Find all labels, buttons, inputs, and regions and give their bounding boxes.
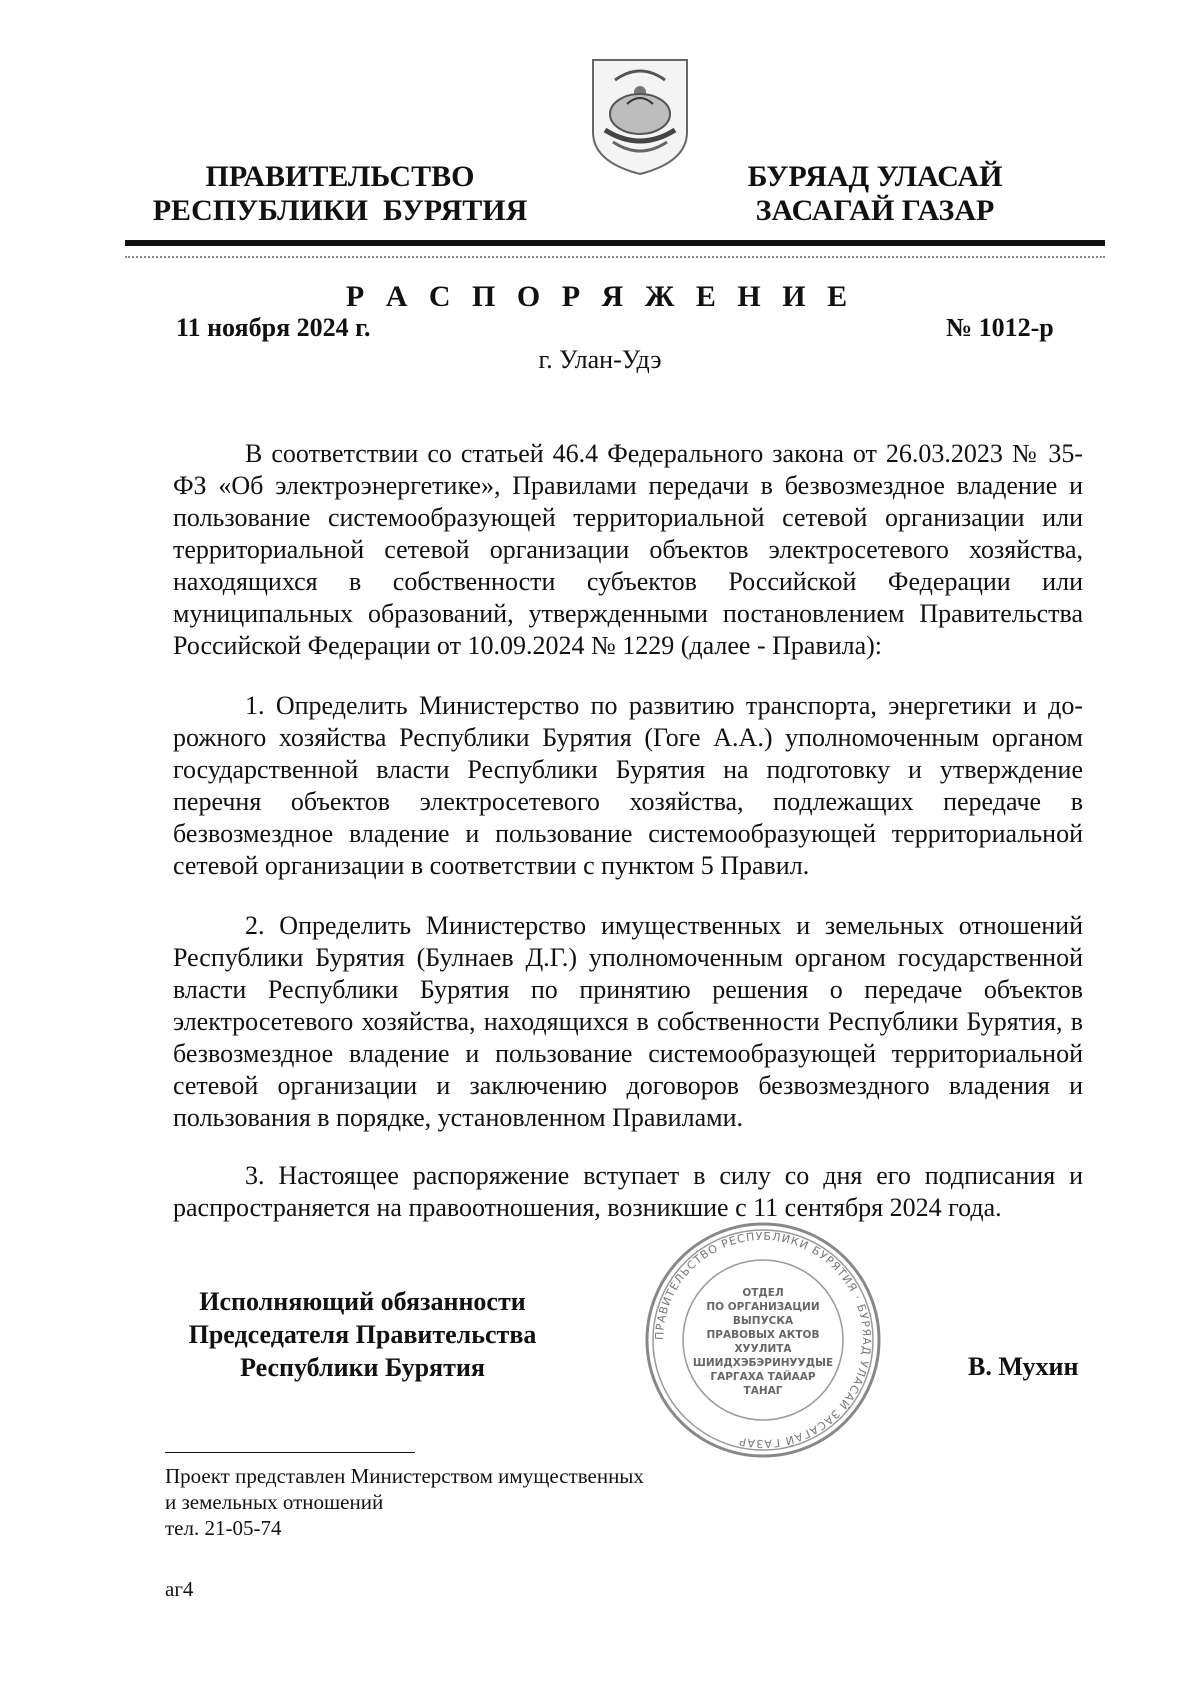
signatory-title-line-3: Республики Бурятия	[240, 1353, 485, 1382]
issuer-name-buryat	[700, 160, 1050, 228]
header-divider-thick	[125, 240, 1105, 246]
document-city: г. Улан-Удэ	[538, 345, 662, 374]
seal-outer-text: ПРАВИТЕЛЬСТВО РЕСПУБЛИКИ БУРЯТИЯ · БУРЯАД УЛАСАЙ ЗАСАГАЙ ГАЗАР	[652, 1229, 874, 1451]
clause-1-paragraph: 1. Определить Министерство по развитию транспорта, энергетики и дорожного хозяйства Республики Бурятия (Гоге А.А.) уполномоченным органом государственной власти Республики Бурятия на подготовку и утверждение перечня объектов электросетевого хозяйства, подлежащих передаче в безвозмездное владение и пользование системообразующей территориальной сетевой организации в соответствии с пунктом 5 Правил.	[173, 691, 1083, 880]
footnote-divider	[165, 1452, 415, 1453]
issuer-buryat-line-1: БУРЯАД УЛАСАЙ	[747, 160, 1003, 193]
document-date: 11 ноября 2024 г.	[176, 313, 371, 342]
document-code: аг4	[165, 1577, 194, 1601]
seal-line-5: ХУУЛИТА	[734, 1343, 792, 1355]
seal-line-1: ОТДЕЛ	[742, 1287, 784, 1299]
clause-2-paragraph: 2. Определить Министерство имущественных и земельных отношений Республики Бурятия (Булнаев Д.Г.) уполномоченным органом государственной власти Республики Бурятия по принятию решения о передаче объектов электросетевого хозяйства, находящихся в собственности Республики Бурятия, в безвозмездное владение и пользование системообразующей территориальной сетевой организации и заключению договоров безвозмездного владения и пользования в порядке, установленном Правилами.	[173, 911, 1083, 1132]
seal-line-2: ПО ОРГАНИЗАЦИИ	[706, 1301, 820, 1313]
signatory-title-line-1: Исполняющий обязанности	[199, 1287, 526, 1316]
issuer-line-2: РЕСПУБЛИКИ БУРЯТИЯ	[152, 194, 528, 227]
seal-line-4: ПРАВОВЫХ АКТОВ	[706, 1329, 820, 1341]
seal-line-3: ВЫПУСКА	[732, 1315, 794, 1327]
official-seal-stamp	[643, 1220, 883, 1460]
document-number: № 1012-р	[946, 313, 1054, 342]
footnote-line-2: и земельных отношений	[165, 1490, 384, 1514]
signatory-title	[165, 1285, 560, 1384]
footnote-line-1: Проект представлен Министерством имущественных	[165, 1464, 644, 1488]
seal-line-8: ТАНАГ	[743, 1385, 783, 1397]
seal-line-7: ГАРГАХА ТАЙААР	[710, 1371, 816, 1383]
issuer-line-1: ПРАВИТЕЛЬСТВО	[205, 160, 475, 193]
document-type-title: Р А С П О Р Я Ж Е Н И Е	[345, 280, 855, 313]
seal-line-6: ШИИДХЭБЭРИНУУДЫЕ	[692, 1357, 834, 1369]
preamble-paragraph: В соответствии со статьей 46.4 Федерального закона от 26.03.2023 № 35-ФЗ «Об электроэнергетике», Правилами передачи в безвозмездное владение и пользование системообразующей территориальной сетевой организации или территориальной сетевой организации объектов электросетевого хозяйства, находящихся в собственности субъектов Российской Федерации или муниципальных образований, утвержденными постановлением Правительства Российской Федерации от 10.09.2024 № 1229 (далее - Правила):	[173, 439, 1083, 660]
footnote	[165, 1463, 644, 1541]
issuer-buryat-line-2: ЗАСАГАЙ ГАЗАР	[755, 194, 995, 227]
coat-of-arms-icon	[585, 52, 695, 177]
signatory-name: В. Мухин	[968, 1352, 1079, 1381]
signatory-title-line-2: Председателя Правительства	[188, 1320, 537, 1349]
issuer-name-russian	[150, 160, 530, 228]
clause-3-paragraph: 3. Настоящее распоряжение вступает в силу со дня его подписания и распространяется на правоотношения, возникшие с 11 сентября 2024 года.	[173, 1161, 1083, 1222]
footnote-phone: тел. 21-05-74	[165, 1516, 282, 1540]
header-divider-thin	[125, 256, 1105, 258]
